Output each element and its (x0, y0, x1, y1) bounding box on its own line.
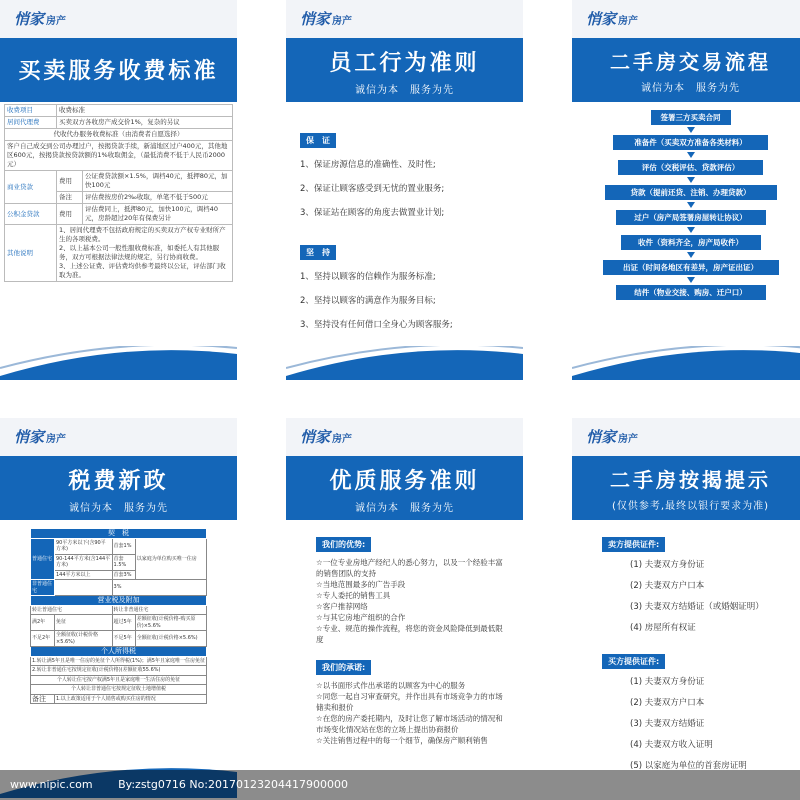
tax-title: 税费新政 (68, 468, 169, 494)
list-item: ☆客户推荐网络 (316, 602, 368, 611)
table-cell: 以家庭为单位购买唯一住房 (135, 538, 206, 580)
mortgage-list-2 (630, 675, 795, 773)
table-cell: 代收代办服务收费标准（由消费者自愿选择） (5, 129, 233, 141)
table-cell: 收费项目 (5, 105, 57, 117)
list-item: ☆与其它房地产组织的合作 (316, 613, 406, 622)
slogan: 诚信为本 服务为先 (641, 83, 740, 94)
conduct-title: 员工行为准则 (329, 50, 480, 76)
table-cell: 收费标准 (57, 105, 233, 117)
table-row (5, 204, 233, 225)
list-item: 3、保证站在顾客的角度去做置业计划; (300, 208, 445, 218)
service-title: 优质服务准则 (329, 468, 480, 494)
watermark-site: www.nipic.com (10, 778, 93, 791)
table-cell: 不足5年 (112, 631, 135, 647)
fees-panel (0, 0, 237, 380)
table-cell: 个人转让非普通住宅按规定征收土地增值税 (31, 685, 207, 695)
list-item: (1) 夫妻双方身份证 (630, 677, 705, 687)
conduct-title-band (286, 38, 523, 102)
list-item: ☆专人委托的销售工具 (316, 591, 391, 600)
mortgage-title-band (572, 456, 800, 520)
watermark-id: By:zstg0716 No:20170123204417900000 (118, 778, 348, 791)
fees-title-band (0, 38, 237, 102)
table-cell: 契 税 (31, 529, 207, 539)
table-cell: 首套3% (112, 570, 135, 580)
table-cell: 营业税及附加 (31, 596, 207, 606)
flow-step: 收件（资料齐全，房产局收件） (621, 235, 761, 250)
slogan: 诚信为本 服务为先 (355, 503, 454, 514)
brand-logo: 悄家 房产 (14, 428, 67, 446)
arrow-down-icon (687, 277, 695, 283)
decorative-wave (286, 346, 523, 380)
slogan: 诚信为本 服务为先 (355, 85, 454, 96)
section-label: 买方提供证件: (602, 654, 665, 669)
list-item: (4) 夫妻双方收入证明 (630, 740, 713, 750)
slogan: (仅供参考,最终以银行要求为准) (612, 501, 769, 512)
arrow-down-icon (687, 177, 695, 183)
conduct-list-2 (300, 270, 509, 332)
table-cell: 公积金贷款 (5, 204, 57, 225)
table-cell: 3% (112, 580, 206, 596)
list-item: (2) 夫妻双方户口本 (630, 698, 705, 708)
service-body (286, 520, 523, 798)
fees-table (4, 104, 233, 282)
decorative-wave (572, 346, 800, 380)
table-cell: 首套1.5% (112, 554, 135, 570)
mortgage-title: 二手房按揭提示 (610, 468, 771, 492)
table-cell: 评估费同上，抵押80元，加快100元，调档40元，房龄超过20年有保费另计 (83, 204, 233, 225)
arrow-down-icon (687, 152, 695, 158)
table-cell: 差额征收(计税价格-购买原价)×5.6% (135, 615, 206, 631)
table-cell: 公证费贷款额×1.5%，调档40元，抵押80元，加快100元 (83, 171, 233, 192)
table-cell: 144平方米以上 (55, 570, 113, 580)
brand-logo: 悄家 房产 (300, 10, 353, 28)
table-cell: 免征 (55, 615, 113, 631)
table-row (5, 141, 233, 171)
conduct-list-1 (300, 158, 509, 220)
service-panel (286, 418, 523, 798)
flow-step: 评估（交税评估、贷款评估） (618, 160, 763, 175)
flow-step: 贷款（提前还贷、注销、办理贷款） (605, 185, 777, 200)
table-cell: 全额征收(计税价格×5.6%) (135, 631, 206, 647)
list-item: (3) 夫妻双方结婚证 (630, 719, 705, 729)
list-item: ☆同您一起自习审查研究，并作出具有市场竞争力的市场储卖和报价 (316, 692, 503, 712)
list-item: ☆以书面形式作出承诺的以顾客为中心的服务 (316, 681, 466, 690)
table-cell: 1、居间代理费不包括政府规定的买卖双方产权专业财所产生的各项税费。 2、以上基本公司一般性服收费标准，如委托人有其他服务，双方可根据法律法规的规定，另行协商收费。 3、上述公证费、评估费均供参考最终以公证，评估部门收取为准。 (57, 225, 233, 282)
list-item: ☆专业、规范的操作流程，将您的资金风险降低到最低限度 (316, 624, 503, 644)
list-item: ☆在您的房产委托期内，及时让您了解市场活动的情况和市场变化情况站在您的立场上提出协商报价 (316, 714, 503, 734)
table-cell: 备注 (57, 192, 83, 204)
table-cell: 商业贷款 (5, 171, 57, 204)
watermark-bar (0, 770, 800, 800)
table-cell: 费用 (57, 204, 83, 225)
service-list-1 (316, 557, 509, 645)
flow-panel (572, 0, 800, 380)
table-cell: 其他说明 (5, 225, 57, 282)
table-cell: 满2年 (31, 615, 55, 631)
table-cell: 评估费按房价2‰收取，单笔不低于500元 (83, 192, 233, 204)
table-cell: 买卖双方各收房产成交价1%，复杂的另议 (57, 117, 233, 129)
table-cell: 居间代理费 (5, 117, 57, 129)
decorative-wave (0, 346, 237, 380)
list-item: ☆一位专业房地产经纪人的悉心努力，以及一个经验丰富的销售团队的支持 (316, 558, 503, 578)
mortgage-body (572, 520, 800, 798)
flow-steps (572, 102, 800, 380)
fees-table-area (0, 102, 237, 380)
arrow-down-icon (687, 227, 695, 233)
table-cell: 超过5年 (112, 615, 135, 631)
conduct-panel (286, 0, 523, 380)
table-cell: 转让普通住宅 (31, 605, 113, 615)
table-cell: 90-144平方米(含144平方米) (56, 555, 111, 568)
section-label: 坚 持 (300, 245, 336, 260)
section-label: 保 证 (300, 133, 336, 148)
section-label: 我们的优势: (316, 537, 371, 552)
arrow-down-icon (687, 252, 695, 258)
list-item: ☆当地范围最多的广告手段 (316, 580, 406, 589)
flow-step: 签署三方买卖合同 (651, 110, 731, 125)
brand-logo: 悄家 房产 (586, 428, 639, 446)
flow-title-band (572, 38, 800, 102)
table-cell: 费用 (57, 171, 83, 192)
service-list-2 (316, 680, 509, 746)
list-item: (5) 以家庭为单位的首套房证明 (630, 761, 747, 771)
tax-panel (0, 418, 237, 798)
table-row (5, 129, 233, 141)
tax-table (30, 528, 207, 704)
table-row (5, 117, 233, 129)
list-item: (3) 夫妻双方结婚证（或婚姻证明） (630, 602, 764, 612)
conduct-body (286, 102, 523, 380)
fees-title: 买卖服务收费标准 (18, 58, 219, 84)
mortgage-panel (572, 418, 800, 798)
brand-logo: 悄家 房产 (14, 10, 67, 28)
table-row (5, 171, 233, 192)
mortgage-list-1 (630, 558, 795, 635)
list-item: 1、坚持以顾客的信赖作为服务标准; (300, 272, 436, 282)
list-item: 2、保证让顾客感受到无忧的置业服务; (300, 184, 445, 194)
list-item: 2、坚持以顾客的满意作为服务目标; (300, 296, 436, 306)
table-cell: 备注 (31, 694, 55, 704)
table-row (5, 225, 233, 282)
flow-step: 结件（物业交接、购房、迁户口） (616, 285, 766, 300)
table-cell: 个人转让住宅按产权满5年且是家庭唯一生活住房的免征 (31, 675, 207, 685)
section-label: 卖方提供证件: (602, 537, 665, 552)
table-cell: 普通住宅 (31, 538, 55, 580)
table-cell: 不足2年 (31, 631, 55, 647)
table-cell: 非普通住宅 (31, 580, 55, 596)
table-cell (55, 580, 113, 596)
list-item: 3、坚持没有任何借口全身心为顾客服务; (300, 320, 453, 330)
table-cell: 1.转让满5年且是唯一住房的免征个人所得税(1%)；满5年且家庭唯一住房免征 (32, 657, 205, 664)
table-cell: 转让非普通住宅 (112, 605, 206, 615)
list-item: (4) 房屋所有权证 (630, 623, 696, 633)
table-cell: 个人所得税 (31, 647, 207, 657)
service-title-band (286, 456, 523, 520)
flow-step: 出证（时间各地区有差异，房产证出证） (603, 260, 779, 275)
slogan: 诚信为本 服务为先 (69, 503, 168, 514)
table-cell: 客户自己成交到公司办理过户，按揭贷款手续，新浦地区过户400元，其他地区600元，按揭贷款按贷款额的1%收取佣金，（最低消费不低于人民币2000元） (5, 141, 233, 171)
table-cell: 全额征收(计税价格×5.6%) (55, 631, 113, 647)
tax-title-band (0, 456, 237, 520)
tax-table-area (0, 520, 237, 798)
brand-logo: 悄家 房产 (586, 10, 639, 28)
brand-logo: 悄家 房产 (300, 428, 353, 446)
arrow-down-icon (687, 202, 695, 208)
flow-step: 过户（房产局签署房屋转让协议） (616, 210, 766, 225)
arrow-down-icon (687, 127, 695, 133)
table-cell: 1.以上政策适用于个人销售或购买住房的情况 (55, 694, 207, 704)
table-cell: 90平方米以下(含90平方米) (55, 538, 113, 554)
list-item: (1) 夫妻双方身份证 (630, 560, 705, 570)
flow-step: 准备件（买卖双方准备各类材料） (613, 135, 768, 150)
table-cell: 2.转让非普通住宅按规定征收(计税价格)(差额征收55.6%) (31, 666, 207, 676)
list-item: ☆关注销售过程中的每一个细节，确保房产顺利销售 (316, 736, 488, 745)
list-item: 1、保证房源信息的准确性、及时性; (300, 160, 436, 170)
flow-title: 二手房交易流程 (610, 50, 771, 74)
list-item: (2) 夫妻双方户口本 (630, 581, 705, 591)
table-cell: 首套1% (112, 538, 135, 554)
section-label: 我们的承诺: (316, 660, 371, 675)
table-row (5, 105, 233, 117)
